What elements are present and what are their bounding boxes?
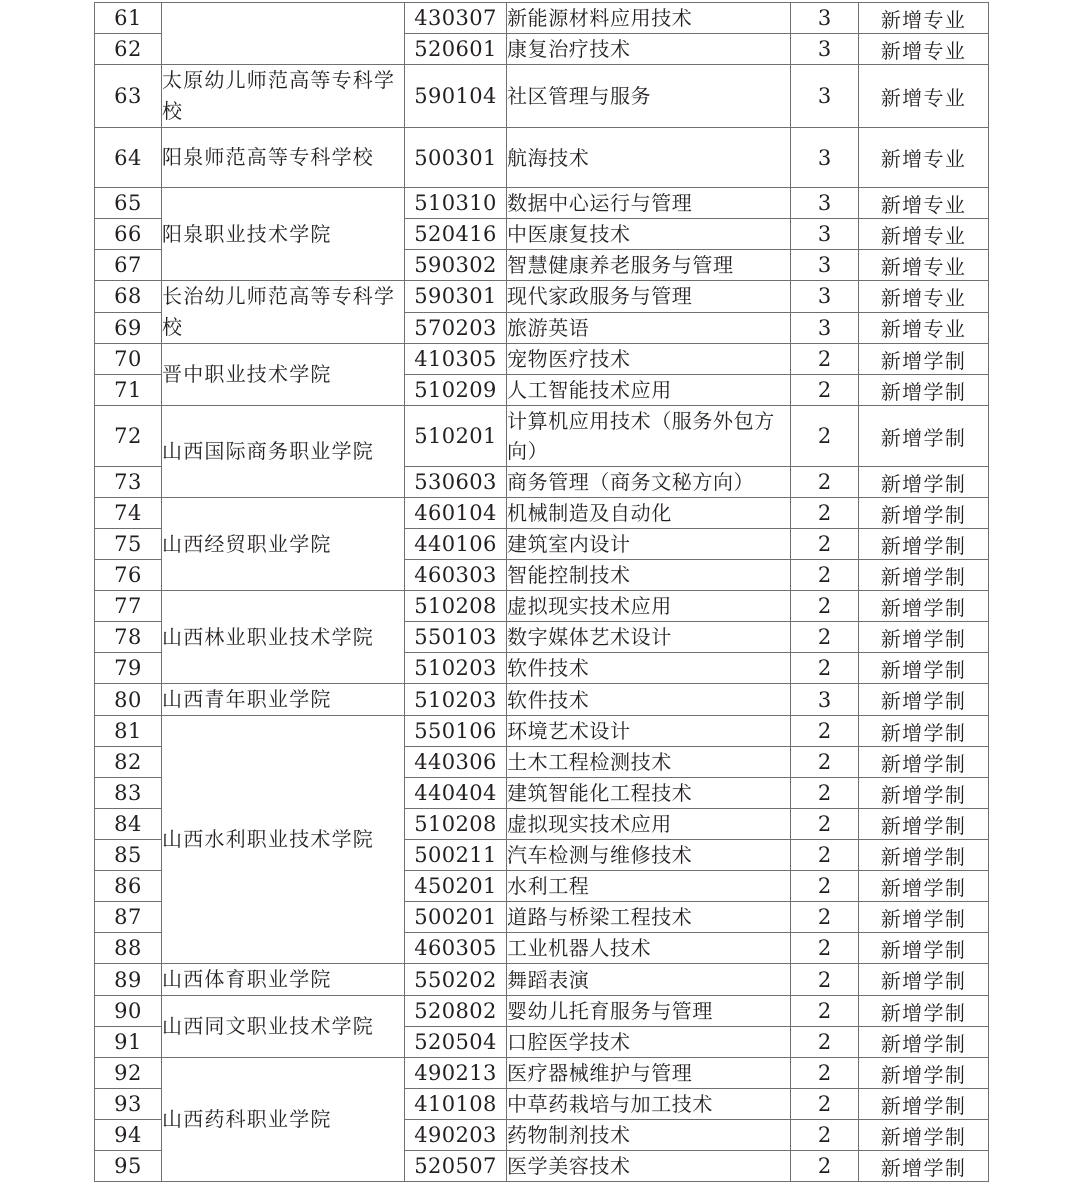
school-name-cell: 山西国际商务职业学院 (162, 406, 405, 498)
study-years-cell: 3 (791, 65, 859, 128)
major-code-cell: 500211 (405, 840, 507, 871)
major-name-cell: 航海技术 (507, 128, 791, 188)
row-index-cell: 72 (95, 406, 162, 467)
major-code-cell: 440404 (405, 778, 507, 809)
table-body (95, 3, 989, 1182)
row-index-cell: 61 (95, 3, 162, 34)
table-row (95, 128, 989, 188)
remark-cell: 新增学制 (859, 406, 989, 467)
remark-cell: 新增学制 (859, 996, 989, 1027)
study-years-cell: 2 (791, 1027, 859, 1058)
remark-cell: 新增学制 (859, 1089, 989, 1120)
table-row (95, 65, 989, 128)
row-index-cell: 71 (95, 375, 162, 406)
remark-cell: 新增专业 (859, 3, 989, 34)
study-years-cell: 3 (791, 684, 859, 716)
row-index-cell: 66 (95, 219, 162, 250)
major-name-cell: 虚拟现实技术应用 (507, 591, 791, 622)
row-index-cell: 79 (95, 653, 162, 684)
major-code-cell: 590301 (405, 281, 507, 313)
major-name-cell: 智慧健康养老服务与管理 (507, 250, 791, 281)
major-name-cell: 医学美容技术 (507, 1151, 791, 1182)
remark-cell: 新增专业 (859, 188, 989, 219)
school-name-cell: 太原幼儿师范高等专科学校 (162, 65, 405, 128)
major-code-cell: 490213 (405, 1058, 507, 1089)
major-code-cell: 460104 (405, 498, 507, 529)
row-index-cell: 73 (95, 467, 162, 498)
row-index-cell: 64 (95, 128, 162, 188)
row-index-cell: 83 (95, 778, 162, 809)
row-index-cell: 93 (95, 1089, 162, 1120)
study-years-cell: 2 (791, 375, 859, 406)
remark-cell: 新增学制 (859, 467, 989, 498)
row-index-cell: 67 (95, 250, 162, 281)
study-years-cell: 2 (791, 996, 859, 1027)
major-code-cell: 520507 (405, 1151, 507, 1182)
study-years-cell: 3 (791, 188, 859, 219)
study-years-cell: 2 (791, 344, 859, 375)
row-index-cell: 75 (95, 529, 162, 560)
major-code-cell: 510208 (405, 809, 507, 840)
remark-cell: 新增专业 (859, 34, 989, 65)
major-name-cell: 建筑智能化工程技术 (507, 778, 791, 809)
major-code-cell: 550103 (405, 622, 507, 653)
study-years-cell: 2 (791, 622, 859, 653)
school-name-cell: 长治幼儿师范高等专科学校 (162, 281, 405, 344)
major-name-cell: 人工智能技术应用 (507, 375, 791, 406)
major-name-cell: 现代家政服务与管理 (507, 281, 791, 313)
study-years-cell: 2 (791, 529, 859, 560)
major-name-cell: 数字媒体艺术设计 (507, 622, 791, 653)
row-index-cell: 77 (95, 591, 162, 622)
major-code-cell: 520504 (405, 1027, 507, 1058)
remark-cell: 新增学制 (859, 1058, 989, 1089)
major-name-cell: 数据中心运行与管理 (507, 188, 791, 219)
study-years-cell: 3 (791, 219, 859, 250)
study-years-cell: 2 (791, 716, 859, 747)
remark-cell: 新增学制 (859, 871, 989, 902)
school-name-cell: 山西青年职业学院 (162, 684, 405, 716)
major-code-cell: 500201 (405, 902, 507, 933)
major-code-cell: 490203 (405, 1120, 507, 1151)
major-code-cell: 510203 (405, 653, 507, 684)
major-name-cell: 舞蹈表演 (507, 964, 791, 996)
remark-cell: 新增学制 (859, 1027, 989, 1058)
remark-cell: 新增学制 (859, 933, 989, 964)
study-years-cell: 2 (791, 1089, 859, 1120)
table-row (95, 281, 989, 313)
table-row (95, 344, 989, 375)
major-name-cell: 计算机应用技术（服务外包方向） (507, 406, 791, 467)
study-years-cell: 2 (791, 1120, 859, 1151)
study-years-cell: 2 (791, 1151, 859, 1182)
major-name-cell: 机械制造及自动化 (507, 498, 791, 529)
table-row (95, 964, 989, 996)
study-years-cell: 2 (791, 498, 859, 529)
school-name-cell: 阳泉职业技术学院 (162, 188, 405, 281)
remark-cell: 新增学制 (859, 529, 989, 560)
row-index-cell: 78 (95, 622, 162, 653)
school-name-cell: 山西药科职业学院 (162, 1058, 405, 1182)
remark-cell: 新增学制 (859, 560, 989, 591)
row-index-cell: 87 (95, 902, 162, 933)
row-index-cell: 81 (95, 716, 162, 747)
major-code-cell: 590302 (405, 250, 507, 281)
row-index-cell: 80 (95, 684, 162, 716)
major-code-cell: 550202 (405, 964, 507, 996)
remark-cell: 新增学制 (859, 1151, 989, 1182)
programs-table (94, 2, 989, 1182)
school-name-cell: 山西同文职业技术学院 (162, 996, 405, 1058)
remark-cell: 新增学制 (859, 964, 989, 996)
row-index-cell: 90 (95, 996, 162, 1027)
major-name-cell: 旅游英语 (507, 312, 791, 344)
school-name-cell: 山西水利职业技术学院 (162, 716, 405, 964)
table-row (95, 716, 989, 747)
table-row (95, 684, 989, 716)
major-name-cell: 商务管理（商务文秘方向） (507, 467, 791, 498)
table-row (95, 1058, 989, 1089)
remark-cell: 新增学制 (859, 344, 989, 375)
major-name-cell: 口腔医学技术 (507, 1027, 791, 1058)
study-years-cell: 2 (791, 871, 859, 902)
study-years-cell: 2 (791, 809, 859, 840)
remark-cell: 新增学制 (859, 716, 989, 747)
study-years-cell: 3 (791, 128, 859, 188)
major-name-cell: 社区管理与服务 (507, 65, 791, 128)
major-code-cell: 410108 (405, 1089, 507, 1120)
row-index-cell: 62 (95, 34, 162, 65)
major-code-cell: 550106 (405, 716, 507, 747)
table-row (95, 591, 989, 622)
major-name-cell: 康复治疗技术 (507, 34, 791, 65)
major-code-cell: 450201 (405, 871, 507, 902)
major-name-cell: 道路与桥梁工程技术 (507, 902, 791, 933)
remark-cell: 新增学制 (859, 778, 989, 809)
major-code-cell: 520802 (405, 996, 507, 1027)
major-name-cell: 婴幼儿托育服务与管理 (507, 996, 791, 1027)
school-name-cell: 山西经贸职业学院 (162, 498, 405, 591)
study-years-cell: 3 (791, 250, 859, 281)
study-years-cell: 2 (791, 560, 859, 591)
remark-cell: 新增学制 (859, 1120, 989, 1151)
major-code-cell: 510209 (405, 375, 507, 406)
major-code-cell: 440106 (405, 529, 507, 560)
study-years-cell: 3 (791, 34, 859, 65)
remark-cell: 新增专业 (859, 250, 989, 281)
study-years-cell: 2 (791, 591, 859, 622)
row-index-cell: 89 (95, 964, 162, 996)
remark-cell: 新增专业 (859, 128, 989, 188)
row-index-cell: 74 (95, 498, 162, 529)
major-code-cell: 530603 (405, 467, 507, 498)
major-code-cell: 520416 (405, 219, 507, 250)
row-index-cell: 88 (95, 933, 162, 964)
remark-cell: 新增专业 (859, 281, 989, 313)
row-index-cell: 65 (95, 188, 162, 219)
school-name-cell: 山西体育职业学院 (162, 964, 405, 996)
remark-cell: 新增学制 (859, 747, 989, 778)
major-code-cell: 510208 (405, 591, 507, 622)
major-code-cell: 570203 (405, 312, 507, 344)
major-name-cell: 药物制剂技术 (507, 1120, 791, 1151)
major-name-cell: 水利工程 (507, 871, 791, 902)
study-years-cell: 2 (791, 778, 859, 809)
row-index-cell: 82 (95, 747, 162, 778)
study-years-cell: 2 (791, 933, 859, 964)
major-name-cell: 医疗器械维护与管理 (507, 1058, 791, 1089)
major-name-cell: 软件技术 (507, 653, 791, 684)
major-code-cell: 590104 (405, 65, 507, 128)
remark-cell: 新增学制 (859, 498, 989, 529)
major-name-cell: 智能控制技术 (507, 560, 791, 591)
school-name-cell: 阳泉师范高等专科学校 (162, 128, 405, 188)
study-years-cell: 2 (791, 840, 859, 871)
row-index-cell: 92 (95, 1058, 162, 1089)
remark-cell: 新增学制 (859, 653, 989, 684)
remark-cell: 新增专业 (859, 312, 989, 344)
remark-cell: 新增学制 (859, 809, 989, 840)
table-row (95, 498, 989, 529)
row-index-cell: 91 (95, 1027, 162, 1058)
row-index-cell: 94 (95, 1120, 162, 1151)
major-name-cell: 土木工程检测技术 (507, 747, 791, 778)
major-code-cell: 410305 (405, 344, 507, 375)
row-index-cell: 76 (95, 560, 162, 591)
major-code-cell: 510203 (405, 684, 507, 716)
major-name-cell: 中草药栽培与加工技术 (507, 1089, 791, 1120)
major-code-cell: 520601 (405, 34, 507, 65)
row-index-cell: 95 (95, 1151, 162, 1182)
major-name-cell: 中医康复技术 (507, 219, 791, 250)
row-index-cell: 69 (95, 312, 162, 344)
major-code-cell: 510310 (405, 188, 507, 219)
major-name-cell: 宠物医疗技术 (507, 344, 791, 375)
study-years-cell: 3 (791, 3, 859, 34)
study-years-cell: 2 (791, 964, 859, 996)
remark-cell: 新增学制 (859, 591, 989, 622)
major-name-cell: 工业机器人技术 (507, 933, 791, 964)
study-years-cell: 2 (791, 467, 859, 498)
row-index-cell: 84 (95, 809, 162, 840)
study-years-cell: 3 (791, 281, 859, 313)
major-code-cell: 460305 (405, 933, 507, 964)
major-name-cell: 新能源材料应用技术 (507, 3, 791, 34)
major-name-cell: 环境艺术设计 (507, 716, 791, 747)
remark-cell: 新增学制 (859, 840, 989, 871)
major-name-cell: 建筑室内设计 (507, 529, 791, 560)
remark-cell: 新增学制 (859, 902, 989, 933)
row-index-cell: 70 (95, 344, 162, 375)
remark-cell: 新增学制 (859, 622, 989, 653)
remark-cell: 新增学制 (859, 684, 989, 716)
major-code-cell: 460303 (405, 560, 507, 591)
major-code-cell: 500301 (405, 128, 507, 188)
study-years-cell: 2 (791, 653, 859, 684)
remark-cell: 新增专业 (859, 65, 989, 128)
study-years-cell: 3 (791, 312, 859, 344)
major-code-cell: 510201 (405, 406, 507, 467)
table-row (95, 996, 989, 1027)
major-name-cell: 软件技术 (507, 684, 791, 716)
row-index-cell: 68 (95, 281, 162, 313)
remark-cell: 新增学制 (859, 375, 989, 406)
study-years-cell: 2 (791, 902, 859, 933)
study-years-cell: 2 (791, 406, 859, 467)
major-name-cell: 虚拟现实技术应用 (507, 809, 791, 840)
remark-cell: 新增专业 (859, 219, 989, 250)
table-row (95, 406, 989, 467)
table-row (95, 188, 989, 219)
school-name-cell (162, 3, 405, 65)
major-code-cell: 440306 (405, 747, 507, 778)
table-row (95, 3, 989, 34)
study-years-cell: 2 (791, 1058, 859, 1089)
school-name-cell: 山西林业职业技术学院 (162, 591, 405, 684)
major-code-cell: 430307 (405, 3, 507, 34)
row-index-cell: 86 (95, 871, 162, 902)
major-name-cell: 汽车检测与维修技术 (507, 840, 791, 871)
row-index-cell: 85 (95, 840, 162, 871)
school-name-cell: 晋中职业技术学院 (162, 344, 405, 406)
row-index-cell: 63 (95, 65, 162, 128)
study-years-cell: 2 (791, 747, 859, 778)
